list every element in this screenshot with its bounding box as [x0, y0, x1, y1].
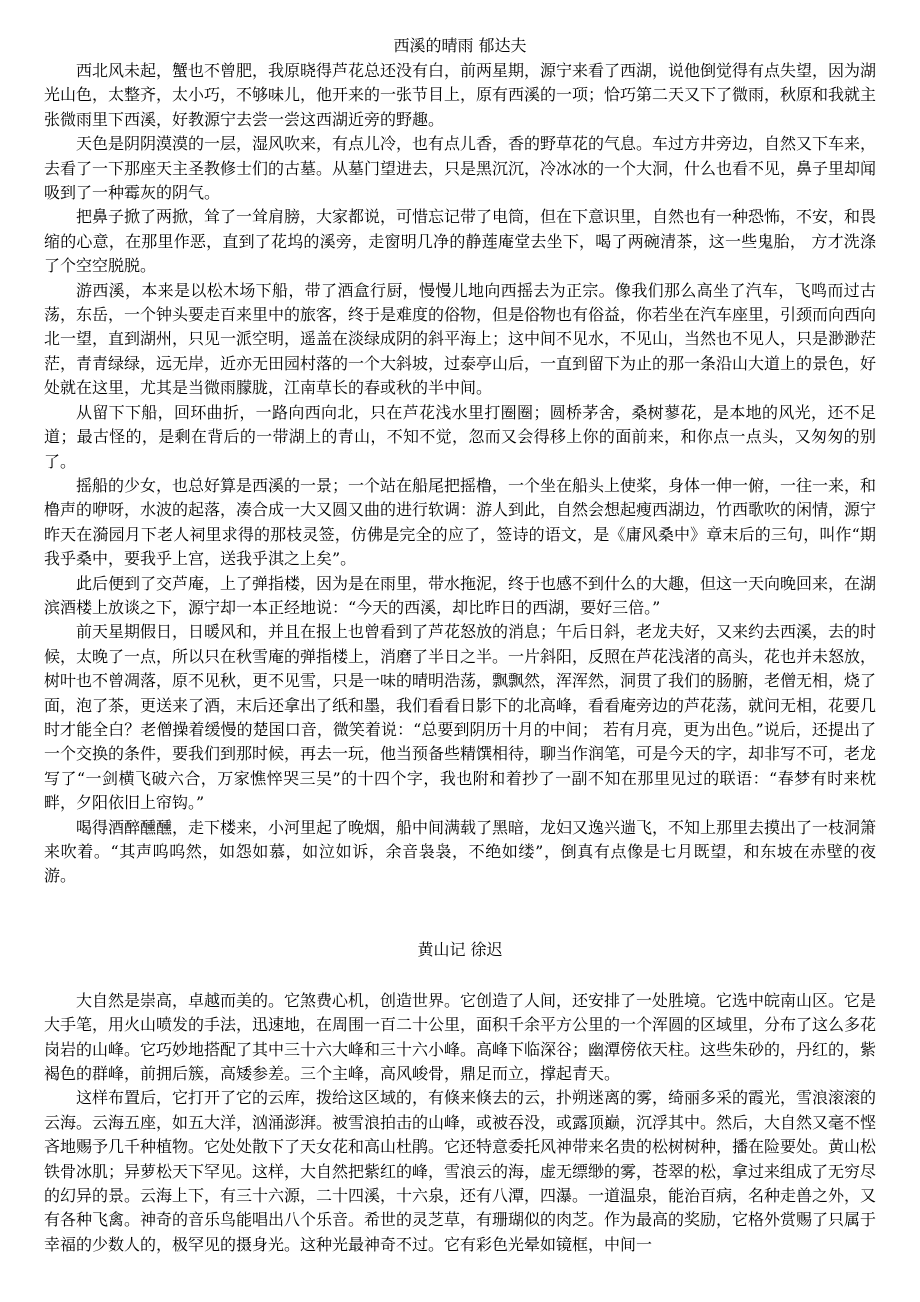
paragraph: 摇船的少女，也总好算是西溪的一景；一个站在船尾把摇橹，一个坐在船头上使桨，身体一伸一俯，一往一来，和橹声的咿呀，水波的起落，凑合成一大又圆又曲的进行软调：游人到此，自然会想起瘦西湖边，竹西歌吹的闲情，源宁昨天在漪园月下老人祠里求得的那枝灵签，仿佛是完全的应了，签诗的语文，是《庸风桑中》章末后的三句，叫作“期我乎桑中，要我乎上宫，送我乎淇之上矣”。	[44, 475, 877, 569]
paragraph: 这样布置后，它打开了它的云库，拨给这区域的，有倏来倏去的云，扑朔迷离的雾，绮丽多采的霞光，雪浪滚滚的云海。云海五座，如五大洋，汹涌澎湃。被雪浪拍击的山峰，或被吞没，或露顶巅，沉浮其中。然后，大自然又毫不悭吝地赐予几千种植物。它处处散下了天女花和高山杜鹃。它还特意委托风神带来名贵的松树树种，播在险要处。黄山松铁骨冰肌；异萝松天下罕见。这样，大自然把紫红的峰，雪浪云的海，虚无缥缈的雾，苍翠的松，拿过来组成了无穷尽的幻异的景。云海上下，有三十六源，二十四溪，十六泉，还有八潭，四瀑。一道温泉，能治百病，名种走兽之外，又有各种飞禽。神奇的音乐鸟能唱出八个乐音。希世的灵芝草，有珊瑚似的肉芝。作为最高的奖励，它格外赏赐了只属于幸福的少数人的，极罕见的摄身光。这种光最神奇不过。它有彩色光晕如镜框，中间一	[44, 1088, 877, 1254]
title-spacer	[44, 963, 876, 989]
article-huangshan	[44, 938, 876, 1257]
paragraph: 喝得酒醉醺醺，走下楼来，小河里起了晚烟，船中间满载了黑暗，龙妇又逸兴遄飞，不知上那里去摸出了一枝洞箫来吹着。“其声呜呜然，如怨如慕，如泣如诉，余音袅袅，不绝如缕”，倒真有点像是七月既望，和东坡在赤壁的夜游。	[44, 817, 877, 886]
paragraph: 游西溪，本来是以松木场下船，带了酒盒行厨，慢慢儿地向西摇去为正宗。像我们那么高坐了汽车，飞鸣而过古荡，东岳，一个钟头要走百来里中的旅客，终于是难度的俗物，但是俗物也有俗益，你若坐在汽车座里，引颈而向西向北一望，直到湖州，只见一派空明，遥盖在淡绿成阴的斜平海上；这中间不见水，不见山，当然也不见人，只是渺渺茫茫，青青绿绿，远无岸，近亦无田园村落的一个大斜坡，过泰亭山后，一直到留下为止的那一条沿山大道上的景色，好处就在这里，尤其是当微雨朦胧，江南草长的春或秋的半中间。	[44, 280, 877, 398]
paragraph: 天色是阴阴漠漠的一层，湿风吹来，有点儿冷，也有点儿香，香的野草花的气息。车过方井旁边，自然又下车来，去看了一下那座天主圣教修士们的古墓。从墓门望进去，只是黑沉沉，冷冰冰的一个大洞，什么也看不见，鼻子里却闻吸到了一种霉灰的阴气。	[44, 134, 877, 203]
paragraph: 前天星期假日，日暖风和，并且在报上也曾看到了芦花怒放的消息；午后日斜，老龙夫好，又来约去西溪，去的时候，太晚了一点，所以只在秋雪庵的弹指楼上，消磨了半日之半。一片斜阳，反照在芦花浅渚的高头，花也并未怒放，树叶也不曾凋落，原不见秋，更不见雪，只是一味的晴明浩荡，飘飘然，浑浑然，洞贯了我们的肠腑，老僧无相，烧了面，泡了茶，更送来了酒，末后还拿出了纸和墨，我们看看日影下的北高峰，看看庵旁边的芦花荡，就问无相，花要几时才能全白？老僧操着缓慢的楚国口音，微笑着说：“总要到阴历十月的中间； 若有月亮，更为出色。”说后，还提出了一个交换的条件，要我们到那时候，再去一玩，他当预备些精馔相待，聊当作润笔，可是今天的字，却非写不可，老龙写了“一剑横飞破六合，万家憔悴哭三吴”的十四个字，我也附和着抄了一副不知在那里见过的联语：“春梦有时来枕畔，夕阳依旧上帘钩。”	[44, 622, 877, 813]
paragraph: 西北风未起，蟹也不曾肥，我原晓得芦花总还没有白，前两星期，源宁来看了西湖，说他倒觉得有点失望，因为湖光山色，太整齐，太小巧，不够味儿，他开来的一张节目上，原有西溪的一项；恰巧第二天又下了微雨，秋原和我就主张微雨里下西溪，好教源宁去尝一尝这西湖近旁的野趣。	[44, 61, 877, 129]
paragraph: 把鼻子掀了两掀，耸了一耸肩膀，大家都说，可惜忘记带了电筒，但在下意识里，自然也有一种恐怖，不安，和畏缩的心意，在那里作恶，直到了花坞的溪旁，走窗明几净的静莲庵堂去坐下，喝了两碗清茶，这一些鬼胎， 方才洗涤了个空空脱脱。	[44, 207, 877, 276]
article-title: 西溪的晴雨 郁达夫	[393, 36, 527, 55]
article-xixi	[44, 34, 876, 889]
section-spacer	[44, 889, 876, 938]
article-title: 黄山记 徐迟	[417, 939, 503, 959]
paragraph: 从留下下船，回环曲折，一路向西向北，只在芦花浅水里打圈圈；圆桥茅舍，桑树蓼花，是本地的风光，还不足道；最古怪的，是剩在背后的一带湖上的青山，不知不觉，忽而又会得移上你的面前来，和你点一点头，又匆匆的别了。	[44, 402, 876, 471]
paragraph: 此后便到了交芦庵，上了弹指楼，因为是在雨里，带水拖泥，终于也感不到什么的大趣，但这一天向晚回来，在湖滨酒楼上放谈之下，源宁却一本正经地说：“今天的西溪，却比昨日的西湖，要好三倍。”	[44, 573, 877, 617]
paragraph: 大自然是崇高，卓越而美的。它煞费心机，创造世界。它创造了人间，还安排了一处胜境。它选中皖南山区。它是大手笔，用火山喷发的手法，迅速地，在周围一百二十公里，面积千余平方公里的一个浑圆的区域里，分布了这么多花岗岩的山峰。它巧妙地搭配了其中三十六大峰和三十六小峰。高峰下临深谷；幽潭傍依天柱。这些朱砂的，丹红的，紫褐色的群峰，前拥后簇，高矮参差。三个主峰，高风峻骨，鼎足而立，撑起青天。	[44, 990, 877, 1084]
